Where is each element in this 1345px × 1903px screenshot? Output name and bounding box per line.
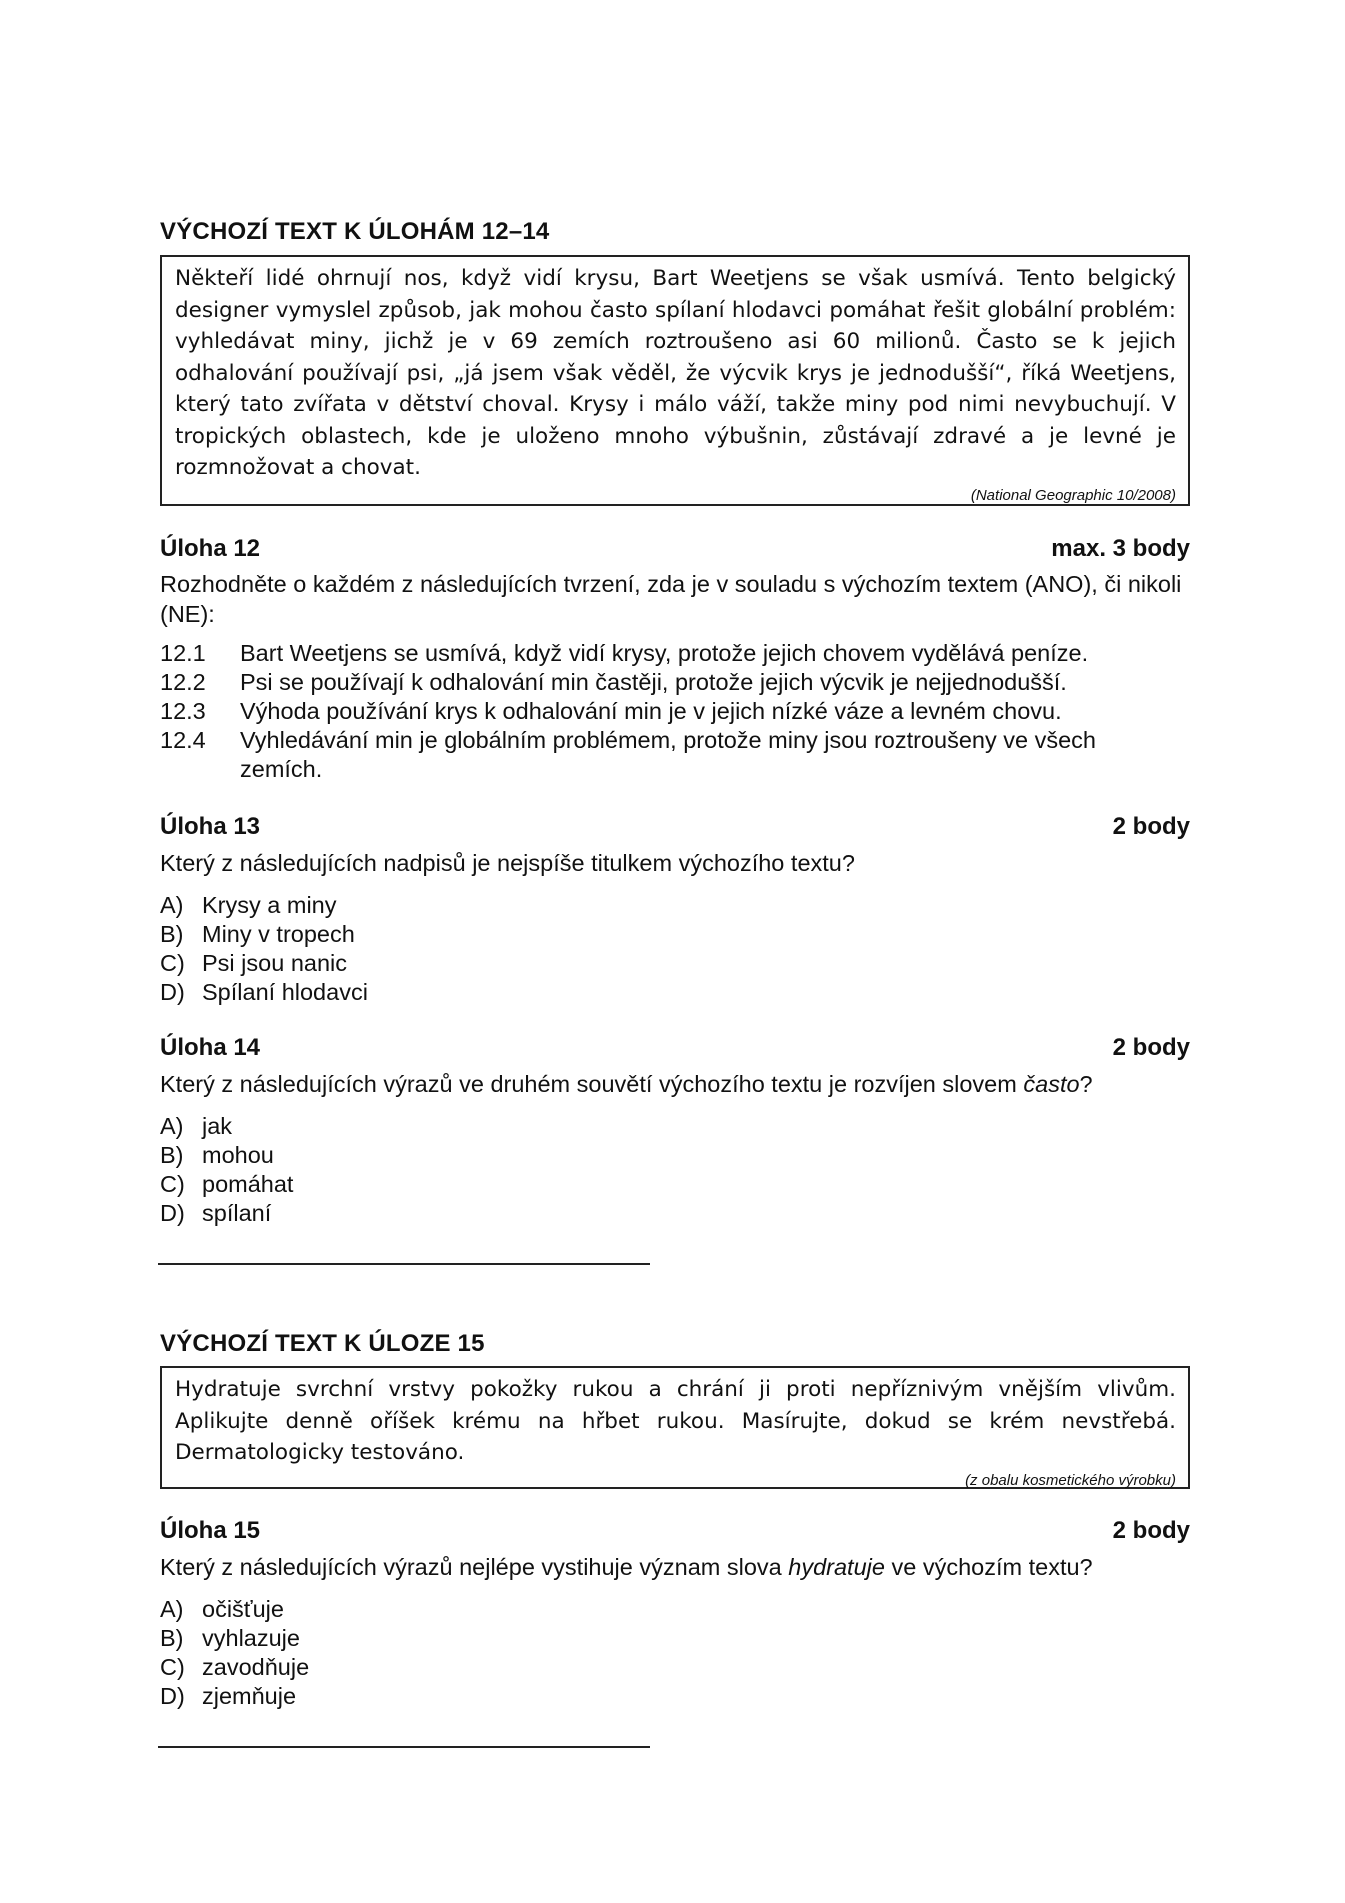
question-end: ? [1079,1071,1093,1097]
option-letter: B) [160,921,184,947]
source-citation: (National Geographic 10/2008) [970,486,1176,504]
source-text: Někteří lidé ohrnují nos, když vidí krysu, Bart Weetjens se však usmívá. Tento belgický designer vymyslel způsob, jak mohou často spílaní hlodavci pomáhat řešit globální problém: vyhledávat miny, jichž je v 69 zemích roztroušeno asi 60 milionů. Často se k jejich odhalování používají psi, „já jsem však věděl, že výcvik krys je jednodušší“, říká Weetjens, který tato zvířata v dětství choval. Krysy i málo váží, takže miny pod nimi nevybuchují. V tropických oblastech, kde je uloženo mnoho výbušnin, zůstávají zdravé a je levné je rozmnožovat a chovat. [175,266,1176,480]
statement-number: 12.1 [160,640,206,666]
answer-option[interactable] [160,1199,1190,1228]
question-emphasis: často [1023,1071,1080,1097]
answer-option[interactable] [160,949,1190,978]
option-text: Psi jsou nanic [202,950,347,976]
option-text: jak [202,1113,233,1139]
option-text: Miny v tropech [202,921,355,947]
task-title: Úloha 15 [160,1517,261,1544]
statement-text: Výhoda používání krys k odhalování min je v jejich nízké váze a levném chovu. [240,698,1062,724]
option-text: Spílaní hlodavci [202,979,368,1005]
answer-option[interactable] [160,978,1190,1007]
statement-item [160,726,1190,784]
statement-item [160,668,1190,697]
task-13-header [160,813,1190,841]
task-14-options [160,1112,1190,1228]
question-emphasis: hydratuje [788,1554,885,1580]
statement-number: 12.2 [160,669,206,695]
option-text: očišťuje [202,1596,284,1622]
task-12-statements [160,639,1190,784]
option-text: zavodňuje [202,1654,310,1680]
task-title: Úloha 14 [160,1034,261,1061]
section-heading-12-14: VÝCHOZÍ TEXT K ÚLOHÁM 12–14 [160,218,550,245]
answer-option[interactable] [160,1595,1190,1624]
section-divider [158,1746,650,1748]
task-12-question: Rozhodněte o každém z následujících tvrzení, zda je v souladu s výchozím textem (ANO), či nikoli (NE): [160,571,1182,627]
statement-text: Psi se používají k odhalování min častěji, protože jejich výcvik je nejjednodušší. [240,669,1067,695]
question-text: Který z následujících výrazů ve druhém souvětí výchozího textu je rozvíjen slovem [160,1071,1024,1097]
task-title: Úloha 13 [160,813,261,840]
option-text: spílaní [202,1200,272,1226]
statement-text: Vyhledávání min je globálním problémem, protože miny jsou roztroušeny ve všech zemích. [240,727,1096,782]
answer-option[interactable] [160,1682,1190,1711]
task-points: 2 body [1112,813,1190,840]
option-letter: B) [160,1142,184,1168]
task-points: max. 3 body [1051,535,1190,562]
answer-option[interactable] [160,1112,1190,1141]
statement-item [160,639,1190,668]
source-text: Hydratuje svrchní vrstvy pokožky rukou a chrání ji proti nepříznivým vnějším vlivům. Aplikujte denně oříšek krému na hřbet rukou. Masírujte, dokud se krém nevstřebá. Dermatologicky testováno. [175,1377,1176,1465]
task-title: Úloha 12 [160,535,261,562]
source-citation: (z obalu kosmetického výrobku) [965,1471,1176,1489]
answer-option[interactable] [160,891,1190,920]
question-end: ve výchozím textu? [884,1554,1093,1580]
statement-item [160,697,1190,726]
option-letter: A) [160,1596,184,1622]
option-text: Krysy a miny [202,892,337,918]
task-points: 2 body [1112,1517,1190,1544]
option-text: mohou [202,1142,274,1168]
option-letter: D) [160,979,185,1005]
task-15-question [160,1552,1190,1582]
answer-option[interactable] [160,1624,1190,1653]
source-text-box-12-14 [160,255,1190,506]
task-points: 2 body [1112,1034,1190,1061]
task-14-header [160,1034,1190,1062]
answer-option[interactable] [160,1170,1190,1199]
option-letter: D) [160,1683,185,1709]
task-12-header [160,535,1190,563]
option-text: vyhlazuje [202,1625,300,1651]
section-heading-15: VÝCHOZÍ TEXT K ÚLOZE 15 [160,1330,485,1357]
task-14-question [160,1069,1190,1099]
option-letter: A) [160,1113,184,1139]
option-letter: B) [160,1625,184,1651]
option-letter: C) [160,950,185,976]
answer-option[interactable] [160,920,1190,949]
option-letter: C) [160,1171,185,1197]
option-text: zjemňuje [202,1683,297,1709]
answer-option[interactable] [160,1141,1190,1170]
section-divider [158,1263,650,1265]
statement-number: 12.4 [160,727,206,753]
task-15-header [160,1517,1190,1545]
option-letter: A) [160,892,184,918]
option-letter: C) [160,1654,185,1680]
question-text: Který z následujících výrazů nejlépe vystihuje význam slova [160,1554,789,1580]
option-letter: D) [160,1200,185,1226]
answer-option[interactable] [160,1653,1190,1682]
option-text: pomáhat [202,1171,294,1197]
task-15-options [160,1595,1190,1711]
task-13-question: Který z následujících nadpisů je nejspíše titulkem výchozího textu? [160,850,855,876]
source-text-box-15 [160,1366,1190,1489]
statement-number: 12.3 [160,698,206,724]
statement-text: Bart Weetjens se usmívá, když vidí krysy, protože jejich chovem vydělává peníze. [240,640,1089,666]
task-13-options [160,891,1190,1007]
